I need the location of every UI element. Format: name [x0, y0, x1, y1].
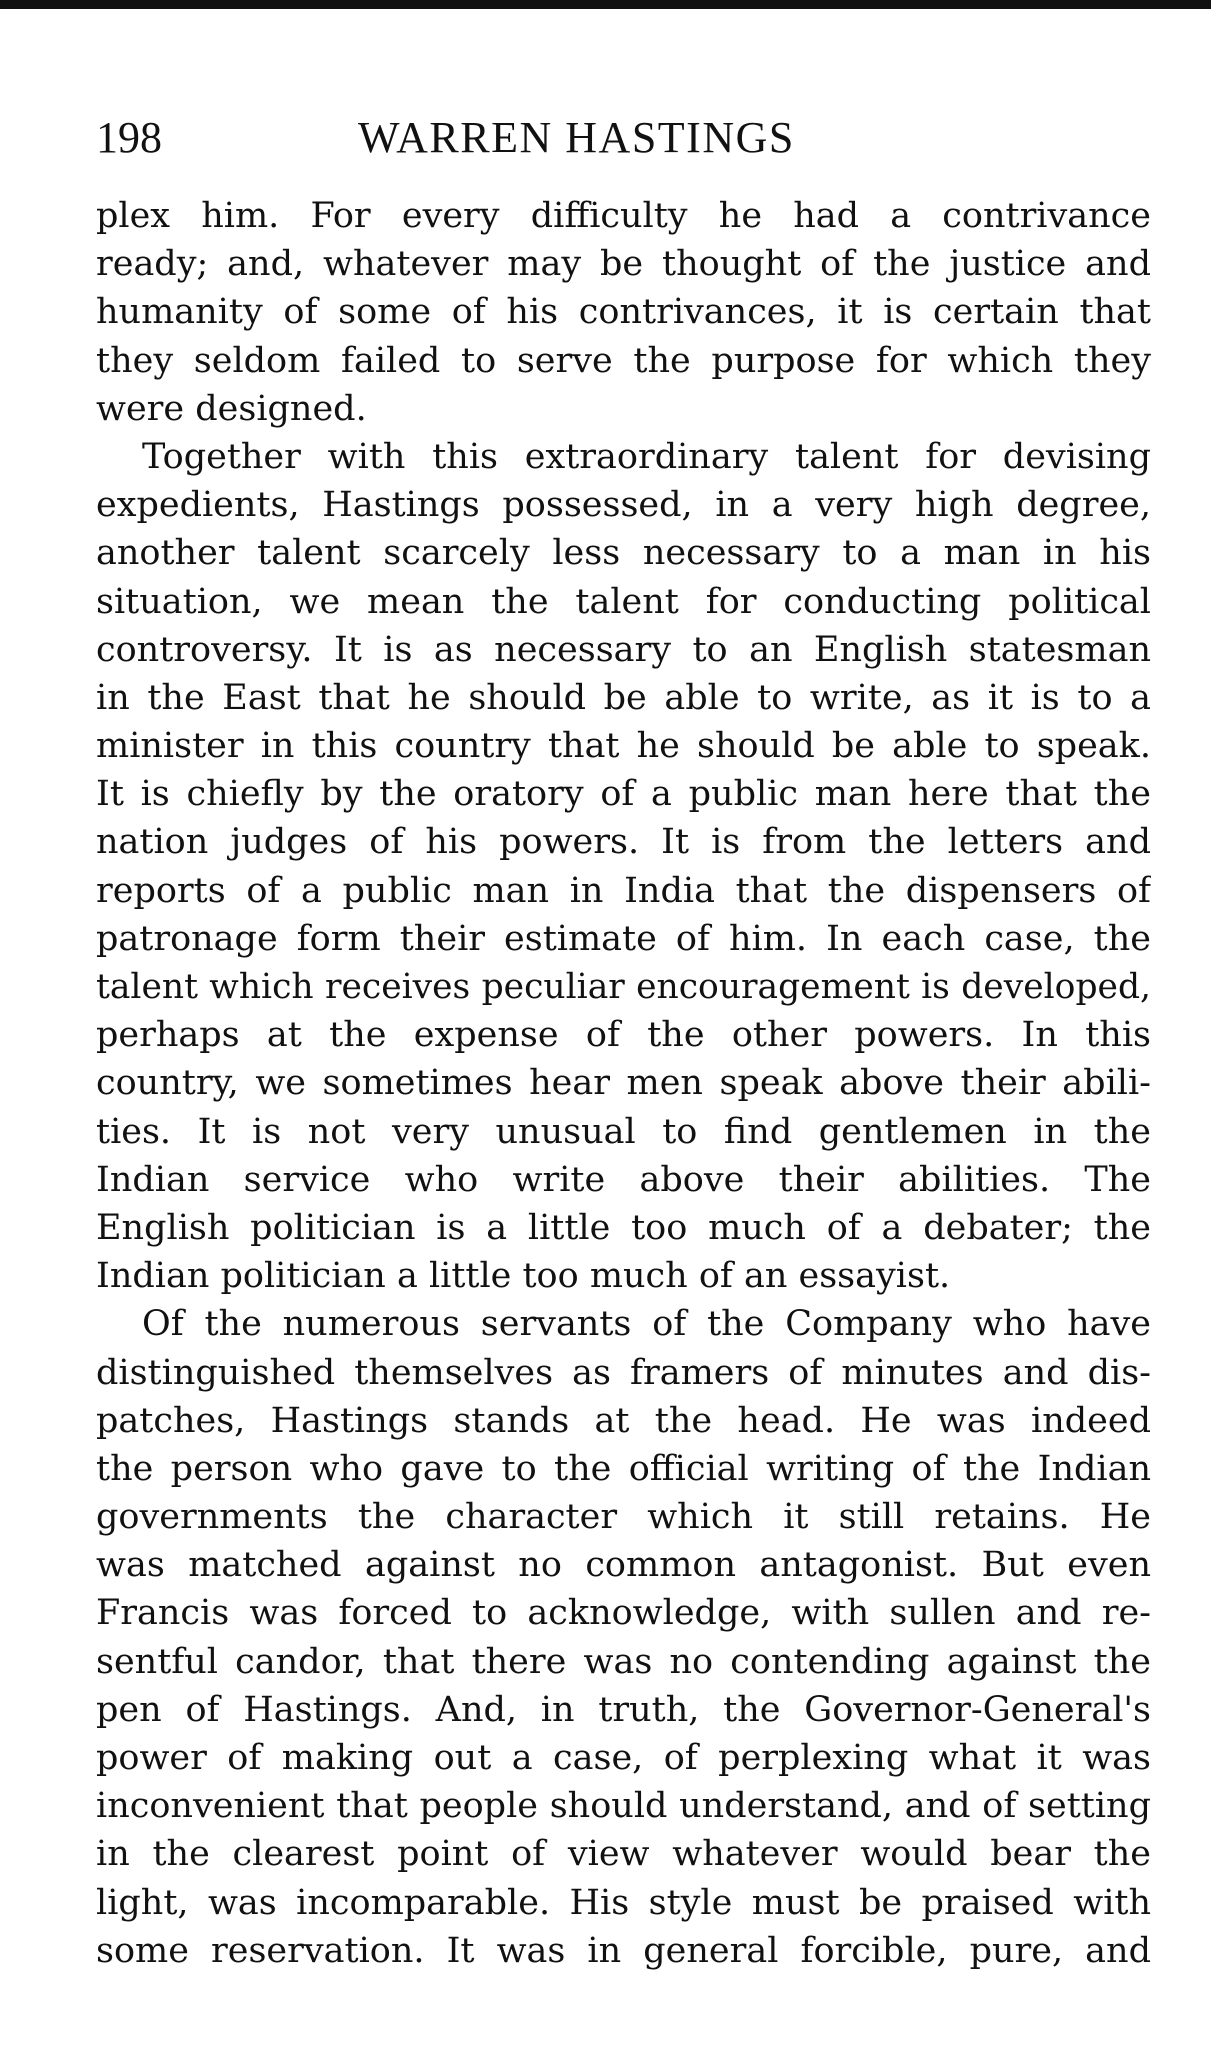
text-line: power of making out a case, of perplexing what it was — [96, 1738, 1151, 1778]
text-line: nation judges of his powers. It is from the letters and — [96, 822, 1151, 863]
text-line: sentful candor, that there was no contending against the — [96, 1641, 1151, 1682]
text-line: Together with this extraordinary talent for devising — [142, 436, 1151, 477]
running-title: WARREN HASTINGS — [358, 113, 795, 162]
paragraph-hastings-dispatches — [96, 1300, 1151, 1975]
text-line: English politician is a little too much of a debater; the — [96, 1207, 1151, 1248]
text-line: plex him. For every difficulty he had a contrivance — [96, 196, 1151, 236]
text-line: light, was incomparable. His style must be praised with — [96, 1882, 1151, 1923]
page-number: 198 — [96, 113, 162, 162]
text-line: governments the character which it still retains. He — [96, 1497, 1151, 1538]
text-line: in the clearest point of view whatever would bear the — [96, 1834, 1151, 1875]
text-line: ties. It is not very unusual to find gentlemen in the — [96, 1111, 1151, 1152]
top-border-rule — [0, 0, 1211, 9]
text-line: some reservation. It was in general forcible, pure, and — [96, 1930, 1151, 1971]
text-line: they seldom failed to serve the purpose for which they — [96, 340, 1151, 381]
text-line: another talent scarcely less necessary to a man in his — [96, 533, 1151, 574]
text-line: distinguished themselves as framers of minutes and dis- — [96, 1352, 1151, 1393]
text-line: ready; and, whatever may be thought of the justice and — [96, 244, 1151, 285]
text-line: reports of a public man in India that the dispensers of — [96, 870, 1151, 911]
text-line: inconvenient that people should understand, and of setting — [96, 1786, 1151, 1827]
paragraph-continuation — [96, 192, 1151, 433]
text-line: Indian service who write above their abilities. The — [96, 1159, 1151, 1200]
text-line: controversy. It is as necessary to an English statesman — [96, 629, 1151, 670]
text-line: talent which receives peculiar encouragement is developed, — [96, 967, 1151, 1007]
text-line: Of the numerous servants of the Company who have — [142, 1304, 1151, 1345]
text-line: Indian politician a little too much of an essayist. — [96, 1256, 951, 1297]
text-line: patches, Hastings stands at the head. He was indeed — [96, 1400, 1151, 1441]
text-line: in the East that he should be able to write, as it is to a — [96, 677, 1151, 718]
text-line: country, we sometimes hear men speak above their abili- — [96, 1063, 1151, 1104]
text-line: perhaps at the expense of the other powers. In this — [96, 1015, 1151, 1056]
text-line: the person who gave to the official writing of the Indian — [96, 1448, 1151, 1489]
paragraph-talent-for-controversy — [96, 433, 1151, 1300]
body-text — [96, 192, 1151, 1975]
text-line: situation, we mean the talent for conducting political — [96, 581, 1151, 622]
text-line: expedients, Hastings possessed, in a very high degree, — [96, 485, 1151, 526]
page-header — [96, 108, 1151, 168]
text-line: minister in this country that he should be able to speak. — [96, 726, 1151, 767]
text-line: was matched against no common antagonist. But even — [96, 1545, 1151, 1586]
text-line: patronage form their estimate of him. In each case, the — [96, 918, 1151, 959]
text-line: Francis was forced to acknowledge, with sullen and re- — [96, 1593, 1151, 1634]
text-line: pen of Hastings. And, in truth, the Governor-General's — [96, 1689, 1151, 1730]
text-line: It is chiefly by the oratory of a public man here that the — [96, 774, 1151, 815]
text-line: were designed. — [96, 388, 367, 429]
text-line: humanity of some of his contrivances, it is certain that — [96, 292, 1151, 333]
